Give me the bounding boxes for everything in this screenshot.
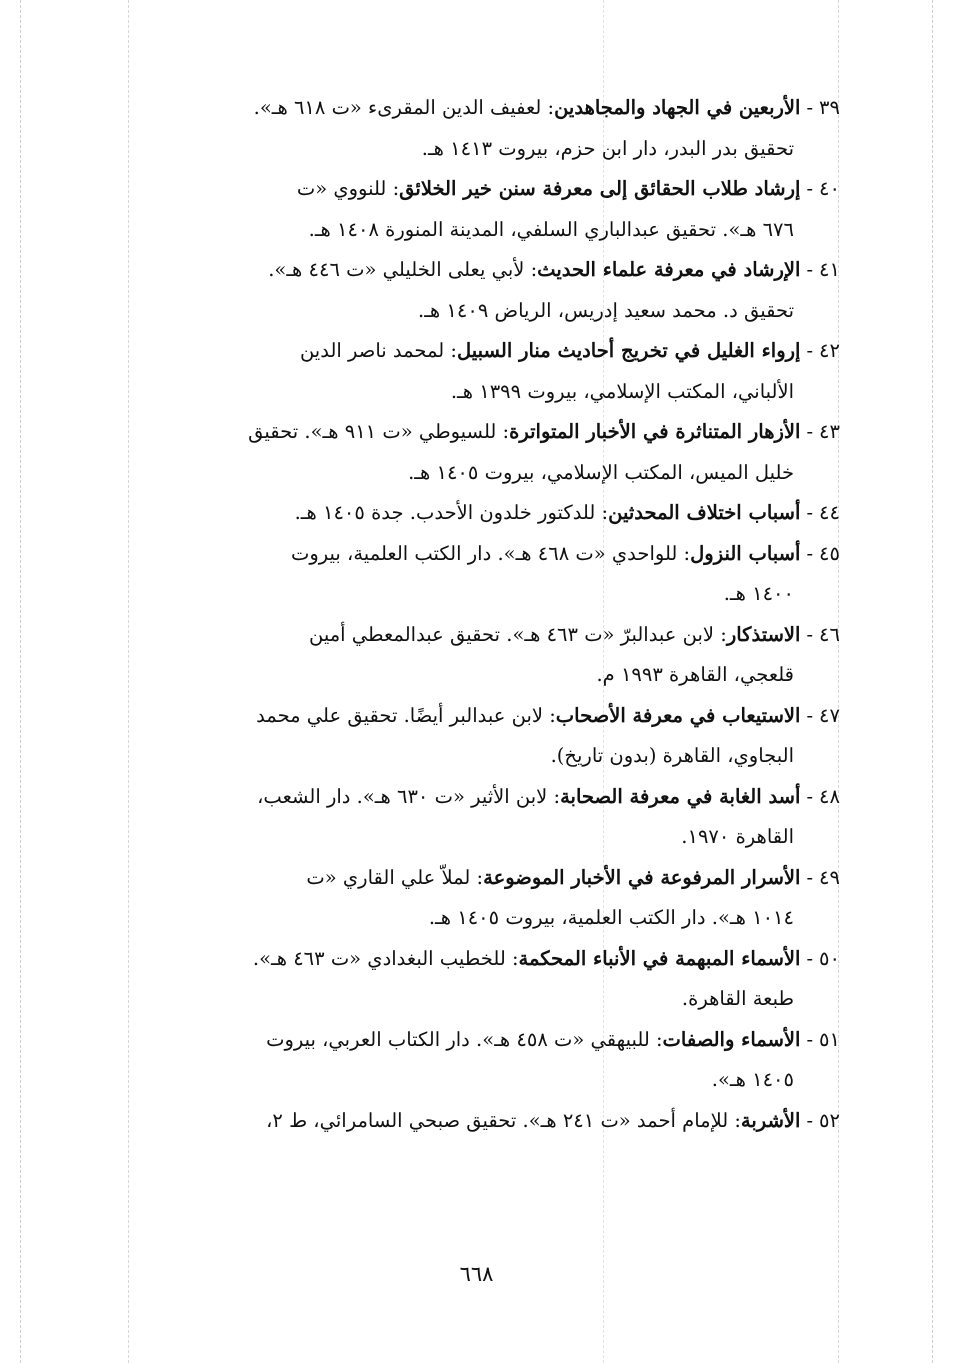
entry-first-line: [257, 785, 840, 808]
entry-dash: -: [806, 784, 814, 808]
entry-number: ٥١: [819, 1027, 840, 1051]
bibliography-entry: [120, 250, 840, 331]
entry-details: : للإمام أحمد «ت ٢٤١ هـ». تحقيق صبحي السامرائي، ط ٢،: [266, 1108, 741, 1132]
entry-dash: -: [806, 865, 814, 889]
bibliography-entry: [120, 858, 840, 939]
entry-dash: -: [806, 541, 814, 565]
bibliography-entry: [120, 777, 840, 858]
entry-details: : لابن عبدالبرّ «ت ٤٦٣ هـ». تحقيق عبدالمعطي أمين: [308, 622, 727, 646]
entry-title: الأزهار المتناثرة في الأخبار المتواترة: [509, 420, 801, 443]
entry-details: : للسيوطي «ت ٩١١ هـ». تحقيق: [248, 420, 510, 443]
entry-first-line: [291, 542, 840, 565]
entry-first-line: [268, 258, 840, 281]
entry-dash: -: [806, 420, 814, 443]
entry-details: : لمحمد ناصر الدين: [299, 339, 457, 362]
entry-number: ٤٢: [819, 339, 840, 362]
entry-continuation: البجاوي، القاهرة (بدون تاريخ).: [550, 744, 794, 767]
entry-dash: -: [806, 96, 814, 119]
entry-title: أسباب اختلاف المحدثين: [608, 501, 801, 524]
bibliography-entry: [120, 88, 840, 169]
entry-first-line: [266, 1109, 840, 1132]
entry-title: أسد الغابة في معرفة الصحابة: [560, 784, 801, 808]
entry-dash: -: [806, 622, 814, 646]
scan-guide-line: [20, 0, 21, 1363]
bibliography-entry: [120, 331, 840, 412]
entry-number: ٣٩: [819, 96, 840, 119]
entry-continuation: ١٤٠٠ هـ.: [723, 582, 794, 605]
entry-title: الأشربة: [740, 1108, 801, 1132]
entry-dash: -: [806, 946, 814, 970]
entry-title: الاستذكار: [726, 622, 801, 646]
entry-first-line: [256, 704, 840, 727]
entry-number: ٤٨: [819, 784, 840, 808]
page-number: ٦٦٨: [459, 1262, 494, 1286]
entry-continuation: تحقيق د. محمد سعيد إدريس، الرياض ١٤٠٩ هـ.: [418, 298, 794, 322]
entry-details: : لملاّ علي القاري «ت: [306, 865, 484, 889]
entry-number: ٤٧: [819, 703, 840, 727]
entry-details: : للخطيب البغدادي «ت ٤٦٣ هـ».: [252, 946, 519, 970]
entry-number: ٤٣: [819, 420, 840, 443]
entry-number: ٥٢: [819, 1108, 840, 1132]
entry-title: الإرشاد في معرفة علماء الحديث: [537, 258, 801, 281]
entry-title: أسباب النزول: [690, 541, 801, 565]
entry-details: : لعفيف الدين المقرىء «ت ٦١٨ هـ».: [253, 96, 555, 119]
bibliography-entry: [120, 493, 840, 534]
entry-first-line: [300, 339, 840, 362]
entry-continuation: ٦٧٦ هـ». تحقيق عبدالباري السلفي، المدينة المنورة ١٤٠٨ هـ.: [308, 217, 794, 241]
entry-number: ٤١: [819, 258, 840, 281]
entry-title: الأسرار المرفوعة في الأخبار الموضوعة: [483, 865, 801, 889]
entry-details: : للنووي «ت: [296, 177, 400, 200]
entry-details: : لابن عبدالبر أيضًا. تحقيق علي محمد: [256, 703, 556, 727]
bibliography-entry: [120, 412, 840, 493]
entry-dash: -: [806, 703, 814, 727]
entry-continuation: القاهرة ١٩٧٠.: [681, 825, 794, 848]
bibliography-entry: [120, 939, 840, 1020]
entry-title: إرشاد طلاب الحقائق إلى معرفة سنن خير الخلائق: [399, 177, 801, 200]
entry-continuation: ١٠١٤ هـ». دار الكتب العلمية، بيروت ١٤٠٥ هـ.: [428, 906, 794, 929]
entry-first-line: [253, 947, 840, 970]
scan-guide-line: [932, 0, 933, 1363]
entry-dash: -: [806, 501, 814, 524]
entry-number: ٤٥: [819, 541, 840, 565]
entry-number: ٤٩: [819, 865, 840, 889]
entry-title: إرواء الغليل في تخريج أحاديث منار السبيل: [456, 339, 801, 362]
entry-dash: -: [806, 1027, 814, 1051]
entry-title: الأسماء والصفات: [662, 1027, 801, 1051]
entry-dash: -: [806, 1108, 814, 1132]
entry-first-line: [295, 501, 840, 524]
bibliography-entry: [120, 534, 840, 615]
entry-first-line: [309, 623, 840, 646]
entry-first-line: [266, 1028, 840, 1051]
entry-details: : للواحدي «ت ٤٦٨ هـ». دار الكتب العلمية، بيروت: [291, 541, 691, 565]
entry-details: : لأبي يعلى الخليلي «ت ٤٤٦ هـ».: [268, 258, 538, 281]
entry-first-line: [254, 96, 840, 119]
bibliography-entry: [120, 615, 840, 696]
entry-number: ٤٦: [819, 622, 840, 646]
entry-continuation: خليل الميس، المكتب الإسلامي، بيروت ١٤٠٥ هـ.: [408, 460, 794, 484]
entry-continuation: طبعة القاهرة.: [681, 987, 794, 1010]
bibliography-entry: [120, 1020, 840, 1101]
entry-number: ٤٤: [819, 501, 840, 524]
entry-number: ٤٠: [819, 177, 840, 200]
bibliography-entry: [120, 169, 840, 250]
entry-details: : للبيهقي «ت ٤٥٨ هـ». دار الكتاب العربي، بيروت: [266, 1027, 663, 1051]
entry-continuation: ١٤٠٥ هـ».: [711, 1068, 794, 1091]
bibliography-entry: [120, 696, 840, 777]
entry-details: : لابن الأثير «ت ٦٣٠ هـ». دار الشعب،: [257, 784, 561, 808]
entry-dash: -: [806, 177, 814, 200]
entry-number: ٥٠: [819, 946, 840, 970]
entry-title: الأسماء المبهمة في الأنباء المحكمة: [518, 946, 801, 970]
bibliography-entry: [120, 1101, 840, 1142]
entry-first-line: [297, 177, 840, 200]
entry-dash: -: [806, 258, 814, 281]
entry-continuation: قلعجي، القاهرة ١٩٩٣ م.: [596, 663, 794, 686]
entry-details: : للدكتور خلدون الأحدب. جدة ١٤٠٥ هـ.: [294, 501, 609, 524]
entry-dash: -: [806, 339, 814, 362]
entry-title: الاستيعاب في معرفة الأصحاب: [555, 703, 801, 727]
bibliography-list: [120, 88, 840, 1141]
entry-continuation: تحقيق بدر البدر، دار ابن حزم، بيروت ١٤١٣ هـ.: [421, 136, 794, 160]
entry-title: الأربعين في الجهاد والمجاهدين: [554, 96, 801, 119]
entry-first-line: [248, 420, 840, 443]
entry-first-line: [306, 866, 840, 889]
entry-continuation: الألباني، المكتب الإسلامي، بيروت ١٣٩٩ هـ.: [450, 379, 794, 403]
